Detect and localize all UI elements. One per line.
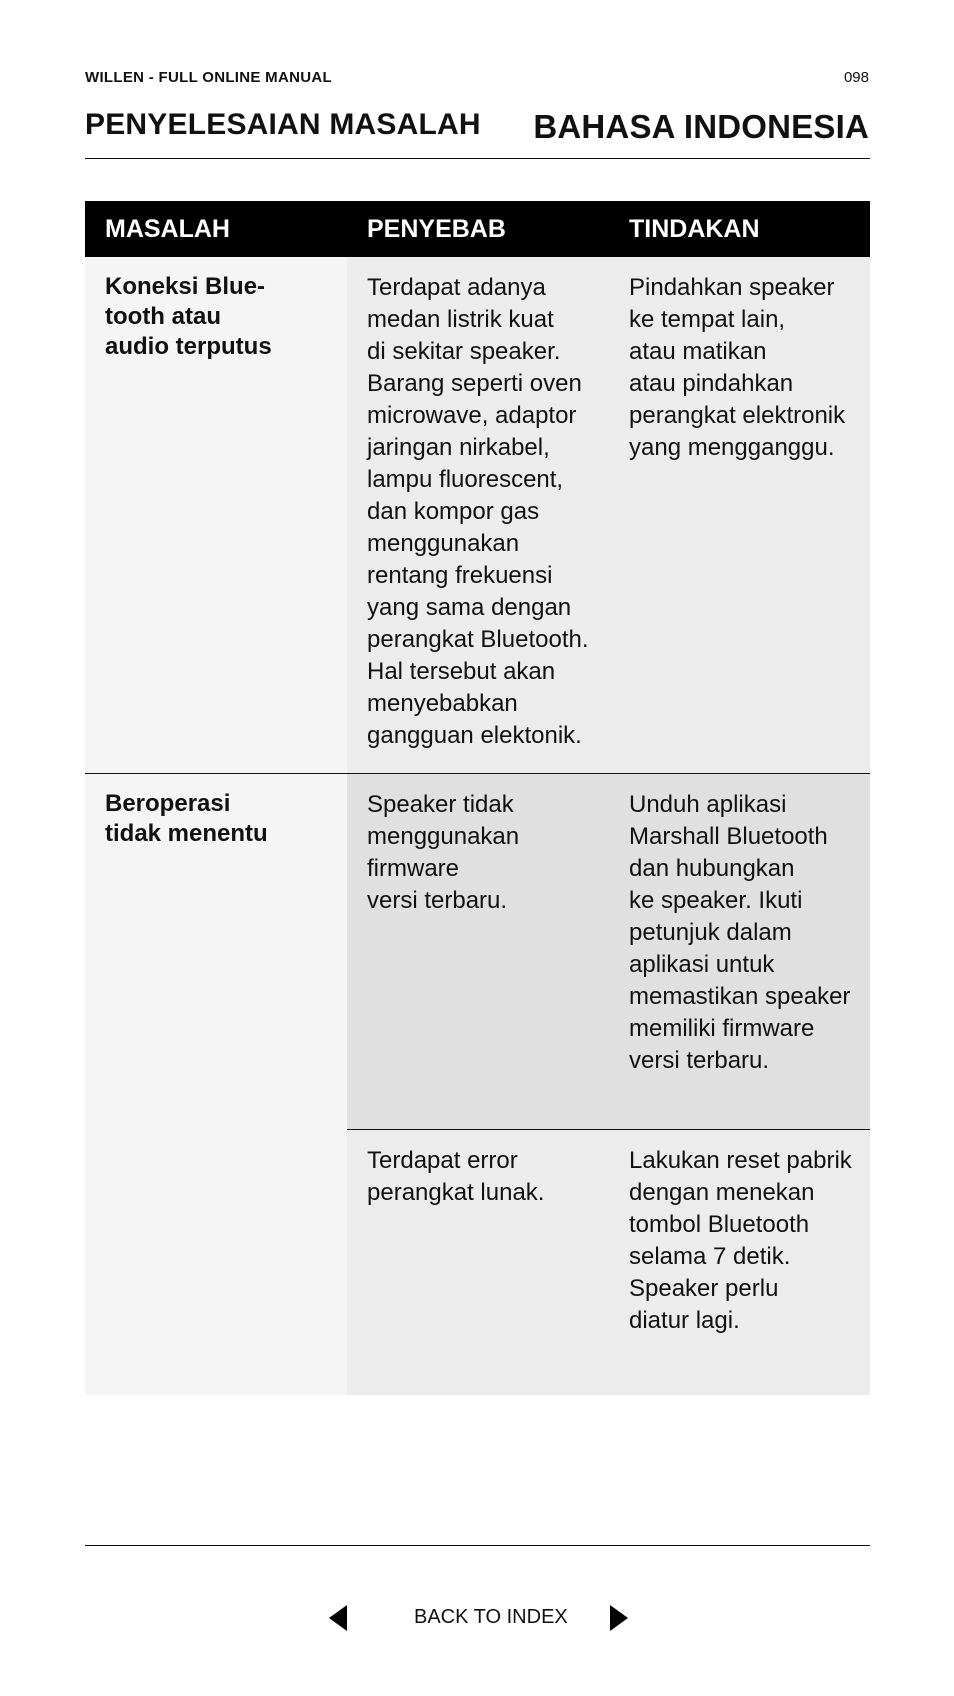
- problem-cell: [85, 257, 347, 773]
- column-header-problem: MASALAH: [105, 215, 230, 243]
- table-row: [85, 257, 870, 773]
- page-number: 098: [843, 69, 869, 86]
- text-line: tooth atau: [105, 303, 221, 330]
- text-line: Hal tersebut akan: [367, 658, 556, 685]
- text-line: Barang seperti oven: [367, 370, 582, 397]
- text-line: versi terbaru.: [629, 1047, 770, 1074]
- text-line: di sekitar speaker.: [367, 338, 561, 365]
- text-line: dan kompor gas: [367, 498, 540, 525]
- triangle-right-icon[interactable]: [610, 1605, 628, 1631]
- action-cell: [609, 257, 870, 773]
- text-line: menggunakan: [367, 530, 520, 557]
- manual-title: WILLEN - FULL ONLINE MANUAL: [85, 69, 332, 86]
- action-cell: [609, 774, 870, 1129]
- cause-cell: [347, 1130, 609, 1395]
- text-line: Lakukan reset pabrik: [629, 1147, 852, 1174]
- text-line: Speaker perlu: [629, 1275, 779, 1302]
- text-line: perangkat elektronik: [629, 402, 846, 429]
- text-line: perangkat Bluetooth.: [367, 626, 589, 653]
- text-line: dan hubungkan: [629, 855, 795, 882]
- text-line: versi terbaru.: [367, 887, 508, 914]
- text-line: menyebabkan: [367, 690, 518, 717]
- section-title: PENYELESAIAN MASALAH: [85, 108, 481, 141]
- text-line: tidak menentu: [105, 820, 268, 847]
- text-line: Speaker tidak: [367, 791, 514, 818]
- text-line: petunjuk dalam: [629, 919, 792, 946]
- text-line: aplikasi untuk: [629, 951, 775, 978]
- troubleshooting-table: [85, 201, 870, 1395]
- text-line: memastikan speaker: [629, 983, 851, 1010]
- text-line: microwave, adaptor: [367, 402, 577, 429]
- text-line: memiliki firmware: [629, 1015, 815, 1042]
- problem-cell: [85, 774, 347, 1395]
- language-title: BAHASA INDONESIA: [533, 108, 869, 145]
- text-line: selama 7 detik.: [629, 1243, 791, 1270]
- text-line: Unduh aplikasi: [629, 791, 787, 818]
- table-subrow: [347, 774, 870, 1129]
- text-line: medan listrik kuat: [367, 306, 554, 333]
- text-line: yang mengganggu.: [629, 434, 835, 461]
- back-to-index-link[interactable]: BACK TO INDEX: [414, 1606, 568, 1628]
- page-navigation: [0, 1600, 954, 1640]
- text-line: rentang frekuensi: [367, 562, 553, 589]
- text-line: perangkat lunak.: [367, 1179, 545, 1206]
- text-line: diatur lagi.: [629, 1307, 740, 1334]
- text-line: jaringan nirkabel,: [367, 434, 550, 461]
- text-line: lampu fluorescent,: [367, 466, 564, 493]
- footer-divider: [85, 1545, 870, 1546]
- text-line: Beroperasi: [105, 790, 231, 817]
- text-line: Koneksi Blue-: [105, 273, 266, 300]
- text-line: menggunakan: [367, 823, 520, 850]
- cause-cell: [347, 257, 609, 773]
- cause-cell: [347, 774, 609, 1129]
- cause-action-group: [347, 774, 870, 1395]
- text-line: audio terputus: [105, 333, 272, 360]
- text-line: firmware: [367, 855, 460, 882]
- text-line: Terdapat adanya: [367, 274, 546, 301]
- text-line: atau matikan: [629, 338, 767, 365]
- column-header-action: TINDAKAN: [629, 215, 760, 243]
- column-header-cause: PENYEBAB: [367, 215, 506, 243]
- text-line: atau pindahkan: [629, 370, 794, 397]
- action-cell: [609, 1130, 870, 1395]
- text-line: Terdapat error: [367, 1147, 518, 1174]
- table-header: [85, 201, 870, 257]
- text-line: yang sama dengan: [367, 594, 572, 621]
- triangle-left-icon[interactable]: [329, 1605, 347, 1631]
- text-line: Marshall Bluetooth: [629, 823, 828, 850]
- text-line: gangguan elektonik.: [367, 722, 582, 749]
- table-subrow: [347, 1129, 870, 1395]
- text-line: ke speaker. Ikuti: [629, 887, 803, 914]
- text-line: tombol Bluetooth: [629, 1211, 810, 1238]
- text-line: ke tempat lain,: [629, 306, 786, 333]
- text-line: dengan menekan: [629, 1179, 815, 1206]
- table-row: [85, 773, 870, 1395]
- text-line: Pindahkan speaker: [629, 274, 835, 301]
- header-divider: [85, 158, 870, 159]
